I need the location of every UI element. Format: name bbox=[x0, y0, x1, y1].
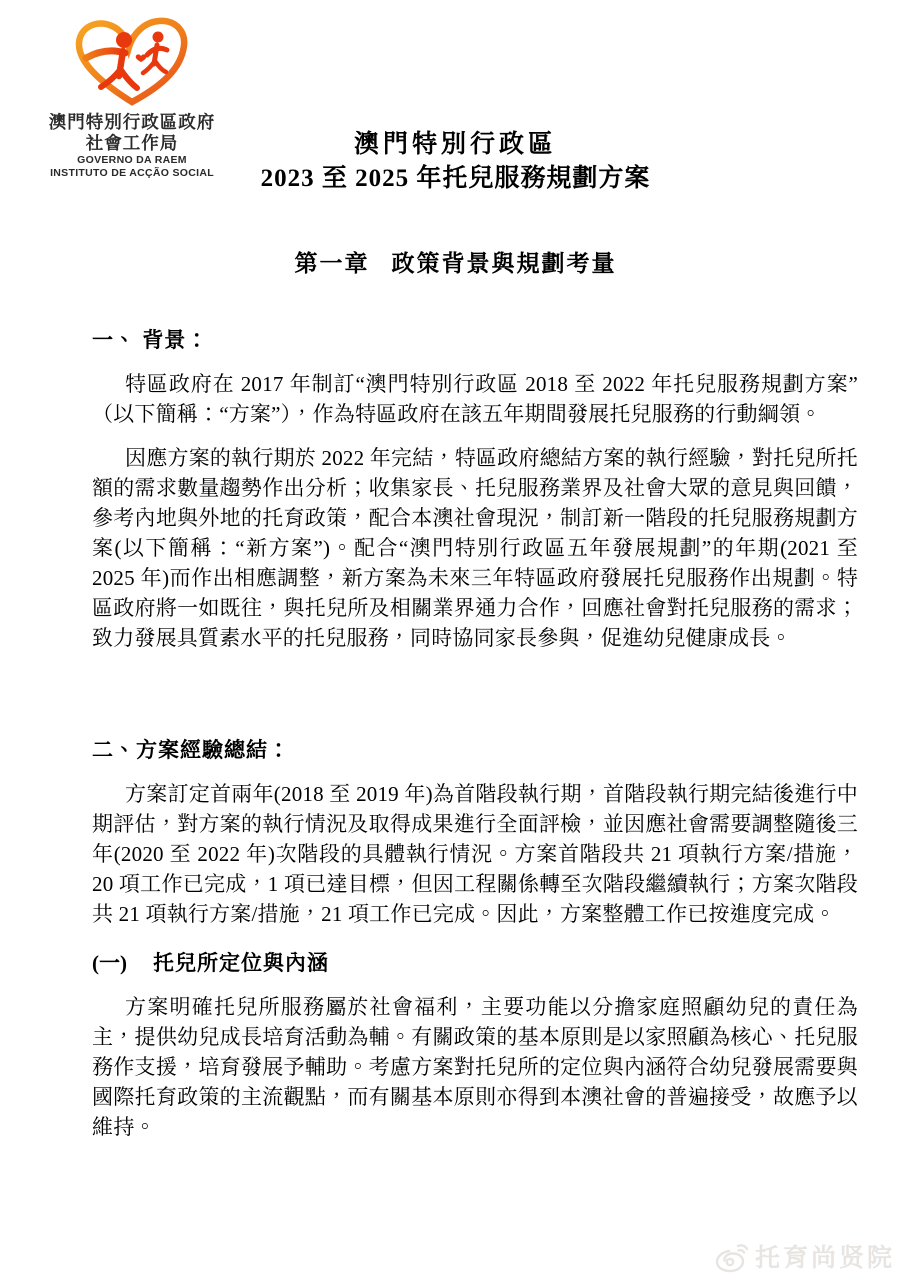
document-title-line2: 2023 至 2025 年托兒服務規劃方案 bbox=[260, 165, 651, 192]
section-heading-summary: 二、方案經驗總結： bbox=[92, 738, 290, 762]
body-paragraph: 因應方案的執行期於 2022 年完結，特區政府總結方案的執行經驗，對托兒所托額的需求數量趨勢作出分析；收集家長、托兒服務業界及社會大眾的意見與回饋，參考內地與外地的托育政策，配合本澳社會現況，制訂新一階段的托兒服務規劃方案(以下簡稱：“新方案”)。配合“澳門特別行政區五年發展規劃”的年期(2021 至 2025 年)而作出相應調整，新方案為未來三年特區政府發展托兒服務作出規劃。特區政府將一如既往，與托兒所及相關業界通力合作，回應社會對托兒服務的需求；致力發展具質素水平的托兒服務，同時協同家長參與，促進幼兒健康成長。 bbox=[92, 446, 858, 650]
heart-logo-icon bbox=[66, 14, 198, 110]
document-body bbox=[92, 325, 858, 1142]
chapter-name: 政策背景與規劃考量 bbox=[391, 251, 617, 276]
document-header bbox=[0, 0, 911, 210]
chapter-heading bbox=[0, 248, 911, 280]
watermark-text: 托育尚贤院 bbox=[754, 1244, 895, 1272]
agency-name-cn-line1: 澳門特別行政區政府 bbox=[48, 112, 216, 132]
watermark bbox=[715, 1238, 895, 1274]
body-paragraph: 方案明確托兒所服務屬於社會福利，主要功能以分擔家庭照顧幼兒的責任為主，提供幼兒成長培育活動為輔。有關政策的基本原則是以家照顧為核心、托兒服務作支援，培育發展予輔助。考慮方案對托兒所的定位與內涵符合幼兒發展需要與國際托育政策的主流觀點，而有關基本原則亦得到本澳社會的普遍接受，故應予以維持。 bbox=[92, 995, 858, 1139]
document-title bbox=[0, 128, 911, 196]
agency-name-pt-line2: INSTITUTO DE ACÇÃO SOCIAL bbox=[50, 167, 214, 179]
document-title-line1: 澳門特別行政區 bbox=[353, 131, 557, 158]
body-paragraph: 方案訂定首兩年(2018 至 2019 年)為首階段執行期，首階段執行期完結後進行中期評估，對方案的執行情況及取得成果進行全面評檢，並因應社會需要調整隨後三年(2020 至 2022 年)次階段的具體執行情況。方案首階段共 21 項執行方案/措施，20 項工作已完成，1 項已達目標，但因工程關係轉至次階段繼續執行；方案次階段共 21 項執行方案/措施，21 項工作已完成。因此，方案整體工作已按進度完成。 bbox=[92, 782, 858, 926]
chapter-number: 第一章 bbox=[294, 251, 370, 276]
agency-name-cn-line2: 社會工作局 bbox=[85, 133, 179, 153]
subsection-number: (一) bbox=[92, 951, 127, 975]
body-paragraph: 特區政府在 2017 年制訂“澳門特別行政區 2018 至 2022 年托兒服務規劃方案”（以下簡稱：“方案”），作為特區政府在該五年期間發展托兒服務的行動綱領。 bbox=[92, 372, 858, 426]
subsection-name: 托兒所定位與內涵 bbox=[153, 951, 329, 975]
weibo-icon bbox=[715, 1239, 751, 1273]
section-heading-background: 一、 背景： bbox=[92, 328, 209, 352]
agency-name-pt-line1: GOVERNO DA RAEM bbox=[77, 154, 187, 166]
subsection-heading bbox=[92, 948, 858, 978]
